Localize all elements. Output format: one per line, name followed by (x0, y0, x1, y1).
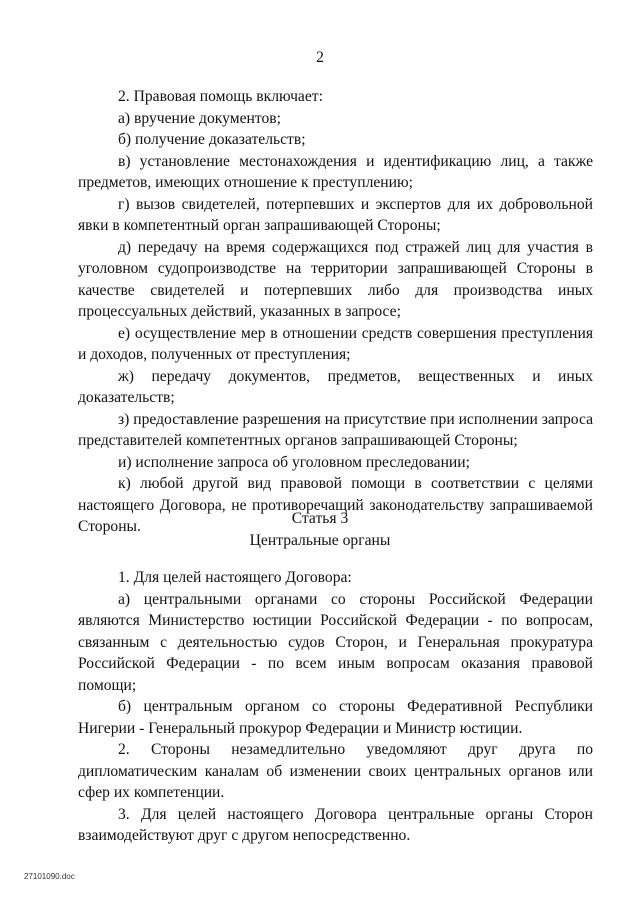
paragraph: б) центральным органом со стороны Федеративной Республики Нигерии - Генеральный прокурор Федерации и Министр юстиции. (78, 698, 593, 737)
page-number: 2 (316, 49, 324, 66)
section-central-authorities (78, 567, 593, 847)
paragraph: 2. Правовая помощь включает: (118, 88, 323, 105)
paragraph: б) получение доказательств; (118, 131, 306, 148)
paragraph: а) центральными органами со стороны Российской Федерации являются Министерство юстиции Российской Федерации - по вопросам, связанным с деятельностью судов Сторон, и Генеральная прокуратура Российской Федерации - по всем иным вопросам оказания правовой помощи; (78, 590, 593, 694)
paragraph: з) предоставление разрешения на присутствие при исполнении запроса представителей компетентных органов запрашивающей Стороны; (78, 410, 593, 449)
paragraph: д) передачу на время содержащихся под стражей лиц для участия в уголовном судопроизводстве на территории запрашивающей Стороны в качестве свидетелей и потерпевших либо для производства иных процессуальных действий, указанных в запросе; (78, 238, 593, 320)
paragraph: ж) передачу документов, предметов, вещественных и иных доказательств; (78, 367, 593, 406)
paragraph: в) установление местонахождения и идентификацию лиц, а также предметов, имеющих отношение к преступлению; (78, 152, 593, 191)
paragraph: к) любой другой вид правовой помощи в соответствии с целями настоящего Договора, не противоречащий законодательству запрашиваемой Стороны. (78, 475, 593, 535)
paragraph: а) вручение документов; (118, 109, 281, 127)
file-name-footer: 27101090.doc (24, 872, 75, 881)
section-legal-assistance (78, 86, 593, 538)
paragraph: и) исполнение запроса об уголовном преследовании; (118, 453, 470, 471)
paragraph: е) осуществление мер в отношении средств совершения преступления и доходов, полученных от преступления; (78, 324, 593, 363)
paragraph: г) вызов свидетелей, потерпевших и экспертов для их добровольной явки в компетентный орган запрашивающей Стороны; (78, 195, 593, 234)
article-title: Центральные органы (249, 532, 391, 549)
paragraph: 2. Стороны незамедлительно уведомляют друг друга по дипломатическим каналам об изменении своих центральных органов или сфер их компетенции. (78, 741, 593, 801)
article-number: Статья 3 (291, 510, 349, 527)
paragraph: 1. Для целей настоящего Договора: (118, 569, 352, 586)
paragraph: 3. Для целей настоящего Договора центральные органы Сторон взаимодействуют друг с другом непосредственно. (78, 805, 593, 844)
